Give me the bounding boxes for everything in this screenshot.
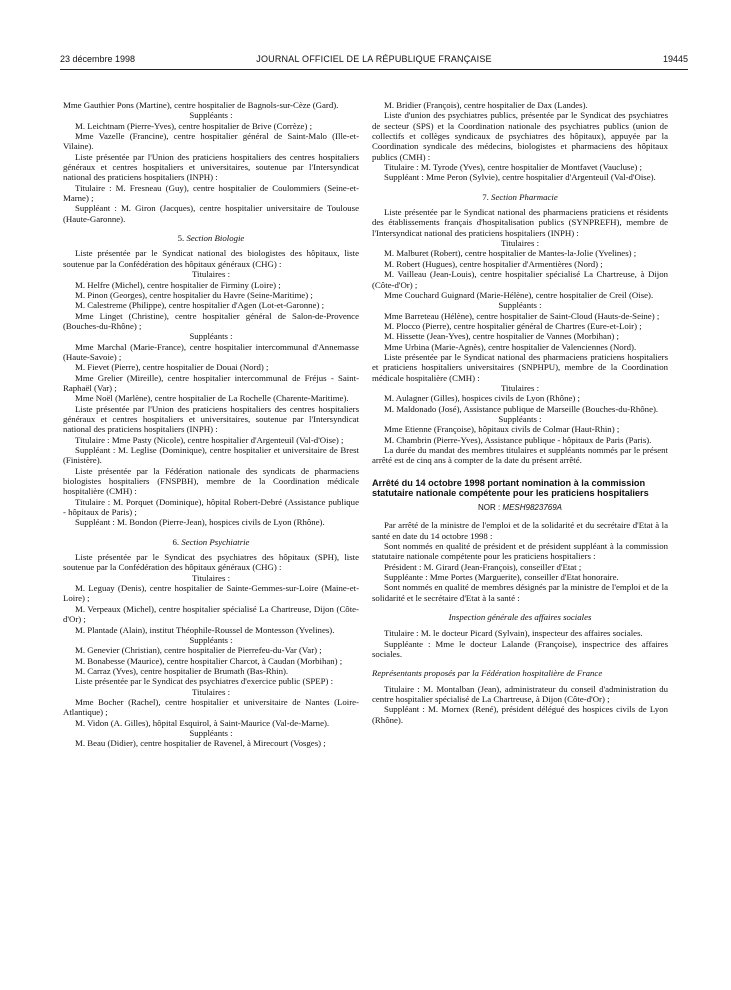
paragraph: M. Malburet (Robert), centre hospitalier de Mantes-la-Jolie (Yvelines) ;: [384, 248, 637, 259]
paragraph: M. Carraz (Yves), centre hospitalier de Brumath (Bas-Rhin).: [75, 665, 289, 676]
paragraph: Mme Etienne (Françoise), hôpitaux civils de Colmar (Haut-Rhin) ;: [384, 424, 620, 435]
header-date: 23 décembre 1998: [60, 54, 136, 64]
paragraph: M. Plocco (Pierre), centre hospitalier général de Chartres (Eure-et-Loir) ;: [384, 320, 642, 331]
paragraph: Liste présentée par le Syndicat national des pharmaciens praticiens hospitaliers et praticiens hospitaliers universitaires (SNPHPU), membre de la Coordination médicale hospitalière (CMH) :: [372, 351, 668, 383]
section-heading: [63, 233, 359, 243]
section-number: 5.: [177, 233, 187, 244]
paragraph: M. Beau (Didier), centre hospitalier de Ravenel, à Mirecourt (Vosges) ;: [75, 738, 326, 749]
paragraph: Liste présentée par le Syndicat national des biologistes des hôpitaux, liste soutenue par la Confédération des hôpitaux généraux (CHG) :: [63, 248, 359, 269]
paragraph: M. Plantade (Alain), institut Théophile-Roussel de Montesson (Yvelines).: [75, 624, 335, 635]
paragraph: Titulaire : M. le docteur Picard (Sylvain), inspecteur des affaires sociales.: [384, 628, 643, 639]
paragraph: Mme Urbina (Marie-Agnès), centre hospitalier de Valenciennes (Nord).: [384, 341, 637, 352]
paragraph: M. Calestreme (Philippe), centre hospitalier d'Agen (Lot-et-Garonne) ;: [75, 300, 325, 311]
paragraph: Mme Barreteau (Hélène), centre hospitalier de Saint-Cloud (Hauts-de-Seine) ;: [384, 310, 660, 321]
paragraph: Suppléant : M. Bondon (Pierre-Jean), hospices civils de Lyon (Rhône).: [75, 517, 325, 528]
page-number: 19445: [662, 54, 688, 64]
subheading: Suppléants :: [189, 634, 233, 645]
paragraph: Liste d'union des psychiatres publics, présentée par le Syndicat des psychiatres de secteur (SPS) et la Coordination nationale des psychiatres publics (union de collectifs et collèges syndicaux de psychiatres des hôpitaux), appuyée par la Coordination syndicale des médecins, biologistes et pharmaciens des hôpitaux publics (CMH) :: [372, 110, 668, 162]
italic-heading: Inspection générale des affaires sociales: [448, 611, 592, 622]
paragraph: Suppléant : M. Giron (Jacques), centre hospitalier universitaire de Toulouse (Haute-Garonne).: [63, 203, 359, 224]
section-heading: [63, 537, 359, 547]
paragraph: Suppléante : Mme le docteur Lalande (Françoise), inspectrice des affaires sociales.: [372, 638, 668, 659]
subheading: Suppléants :: [189, 727, 233, 738]
paragraph: M. Bonabesse (Maurice), centre hospitalier Charcot, à Caudan (Morbihan) ;: [75, 655, 343, 666]
paragraph: M. Pinon (Georges), centre hospitalier du Havre (Seine-Maritime) ;: [75, 289, 313, 300]
paragraph: M. Leguay (Denis), centre hospitalier de Sainte-Gemmes-sur-Loire (Maine-et-Loire) ;: [63, 583, 359, 604]
paragraph: Titulaire : M. Fresneau (Guy), centre hospitalier de Coulommiers (Seine-et-Marne) ;: [63, 182, 359, 204]
paragraph: Mme Gauthier Pons (Martine), centre hospitalier de Bagnols-sur-Cèze (Gard).: [63, 100, 339, 110]
paragraph: Par arrêté de la ministre de l'emploi et de la solidarité et du secrétaire d'Etat à la santé en date du 14 octobre 1998 :: [372, 520, 668, 541]
subheading: Titulaires :: [500, 382, 540, 393]
paragraph: Mme Noël (Marlène), centre hospitalier de La Rochelle (Charente-Maritime).: [75, 393, 349, 404]
subheading: Suppléants :: [189, 110, 233, 121]
paragraph: Liste présentée par la Fédération nationale des syndicats de pharmaciens biologistes hospitaliers (FNSPBH), membre de la Coordination médicale hospitalière (CMH) :: [63, 465, 359, 497]
paragraph: Mme Grelier (Mireille), centre hospitalier intercommunal de Fréjus - Saint-Raphaël (Var) ;: [63, 372, 359, 393]
paragraph: M. Hissette (Jean-Yves), centre hospitalier de Vannes (Morbihan) ;: [384, 331, 619, 342]
paragraph: Mme Marchal (Marie-France), centre hospitalier intercommunal d'Annemasse (Haute-Savoie) ;: [63, 341, 359, 362]
paragraph: Titulaire : M. Tyrode (Yves), centre hospitalier de Montfavet (Vaucluse) ;: [384, 162, 642, 173]
paragraph: M. Vailleau (Jean-Louis), centre hospitalier spécialisé La Chartreuse, à Dijon (Côte-d'Or) ;: [372, 269, 668, 290]
section-name: Section Pharmacie: [491, 191, 558, 202]
nor-code: MESH9823769A: [502, 502, 563, 512]
paragraph: Liste présentée par l'Union des praticiens hospitaliers des centres hospitaliers généraux et centres hospitaliers et universitaires, soutenue par l'Intersyndicat national des praticiens hospitaliers (INPH) :: [63, 403, 359, 435]
nor-label: NOR :: [477, 502, 503, 512]
subheading: Titulaires :: [191, 269, 231, 280]
subheading: Suppléants :: [189, 331, 233, 342]
paragraph: Liste présentée par le Syndicat des psychiatres d'exercice public (SPEP) :: [75, 676, 334, 687]
section-name: Section Psychiatrie: [181, 536, 250, 547]
paragraph: Suppléant : M. Mornex (René), président délégué des hospices civils de Lyon (Rhône).: [372, 704, 668, 725]
right-column: [372, 100, 668, 725]
paragraph: Titulaire : Mme Pasty (Nicole), centre hospitalier d'Argenteuil (Val-d'Oise) ;: [75, 434, 344, 445]
paragraph: Suppléant : M. Leglise (Dominique), centre hospitalier et universitaire de Brest (Finistère).: [63, 445, 359, 466]
paragraph: Mme Bocher (Rachel), centre hospitalier et universitaire de Nantes (Loire-Atlantique) ;: [63, 696, 359, 718]
paragraph: M. Fievet (Pierre), centre hospitalier de Douai (Nord) ;: [75, 362, 269, 373]
decree-title: Arrêté du 14 octobre 1998 portant nomination à la commission statutaire nationale compétente pour les praticiens hospitaliers: [372, 477, 649, 499]
paragraph: Liste présentée par l'Union des praticiens hospitaliers des centres hospitaliers généraux et centres hospitaliers et universitaires, soutenue par l'Intersyndicat national des praticiens hospitaliers (INPH) :: [63, 151, 359, 183]
nor-reference: [372, 503, 668, 513]
paragraph: M. Verpeaux (Michel), centre hospitalier spécialisé La Chartreuse, Dijon (Côte-d'Or) ;: [63, 603, 359, 625]
section-heading: [372, 192, 668, 202]
journal-title: JOURNAL OFFICIEL DE LA RÉPUBLIQUE FRANÇAISE: [256, 54, 492, 64]
subheading: Suppléants :: [498, 413, 542, 424]
header-rule: [60, 69, 688, 70]
paragraph: Liste présentée par le Syndicat national des pharmaciens praticiens et résidents des établissements français d'hospitalisation publics (SYNPREFH), membre de l'Intersyndicat national des praticiens hospitaliers (INPH) :: [372, 207, 668, 238]
section-name: Section Biologie: [186, 233, 245, 244]
paragraph: M. Vidon (A. Gilles), hôpital Esquirol, à Saint-Maurice (Val-de-Marne).: [75, 717, 330, 728]
paragraph: Président : M. Girard (Jean-François), conseiller d'Etat ;: [384, 561, 582, 572]
paragraph: Liste présentée par le Syndicat des psychiatres des hôpitaux (SPH), liste soutenue par la Confédération des hôpitaux généraux (CHG) :: [63, 552, 359, 573]
paragraph: M. Maldonado (José), Assistance publique de Marseille (Bouches-du-Rhône).: [384, 403, 659, 414]
paragraph: Mme Vazelle (Francine), centre hospitalier général de Saint-Malo (Ille-et-Vilaine).: [63, 131, 359, 152]
paragraph: Titulaire : M. Montalban (Jean), administrateur du conseil d'administration du centre hospitalier spécialisé de La Chartreuse, à Dijon (Côte-d'Or) ;: [372, 683, 668, 705]
italic-heading: Représentants proposés par la Fédération hospitalière de France: [372, 668, 603, 679]
paragraph: Mme Linget (Christine), centre hospitalier général de Salon-de-Provence (Bouches-du-Rhône) ;: [63, 310, 359, 331]
paragraph: M. Robert (Hugues), centre hospitalier d'Armentières (Nord) ;: [384, 258, 603, 269]
subheading: Titulaires :: [191, 686, 231, 697]
paragraph: Sont nommés en qualité de membres désignés par la ministre de l'emploi et de la solidarité et le secrétaire d'Etat à la santé :: [372, 582, 668, 603]
paragraph: M. Aulagner (Gilles), hospices civils de Lyon (Rhône) ;: [384, 393, 580, 404]
paragraph: M. Leichtnam (Pierre-Yves), centre hospitalier de Brive (Corrèze) ;: [75, 120, 313, 131]
subheading: Titulaires :: [191, 572, 231, 583]
paragraph: La durée du mandat des membres titulaires et suppléants nommés par le présent arrêté est de cinq ans à compter de la date du présent arrêté.: [372, 445, 668, 466]
paragraph: Titulaire : M. Porquet (Dominique), hôpital Robert-Debré (Assistance publique - hôpitaux de Paris) ;: [63, 496, 359, 518]
section-number: 6.: [172, 536, 182, 547]
paragraph: Suppléant : Mme Peron (Sylvie), centre hospitalier d'Argenteuil (Val-d'Oise).: [384, 172, 656, 183]
running-header: [60, 54, 688, 68]
paragraph: M. Bridier (François), centre hospitalier de Dax (Landes).: [384, 100, 588, 110]
paragraph: M. Chambrin (Pierre-Yves), Assistance publique - hôpitaux de Paris (Paris).: [384, 434, 652, 445]
paragraph: M. Genevier (Christian), centre hospitalier de Pierrefeu-du-Var (Var) ;: [75, 645, 322, 656]
paragraph: Sont nommés en qualité de président et de président suppléant à la commission statutaire nationale compétente pour les praticiens hospitaliers :: [372, 540, 668, 562]
left-column: [63, 100, 359, 749]
subheading: Titulaires :: [500, 238, 540, 249]
paragraph: M. Helfre (Michel), centre hospitalier de Firminy (Loire) ;: [75, 279, 281, 290]
subheading: Suppléants :: [498, 300, 542, 311]
paragraph: Mme Couchard Guignard (Marie-Hélène), centre hospitalier de Creil (Oise).: [384, 289, 654, 300]
paragraph: Suppléante : Mme Portes (Marguerite), conseiller d'Etat honoraire.: [384, 571, 619, 582]
section-number: 7.: [482, 191, 492, 202]
